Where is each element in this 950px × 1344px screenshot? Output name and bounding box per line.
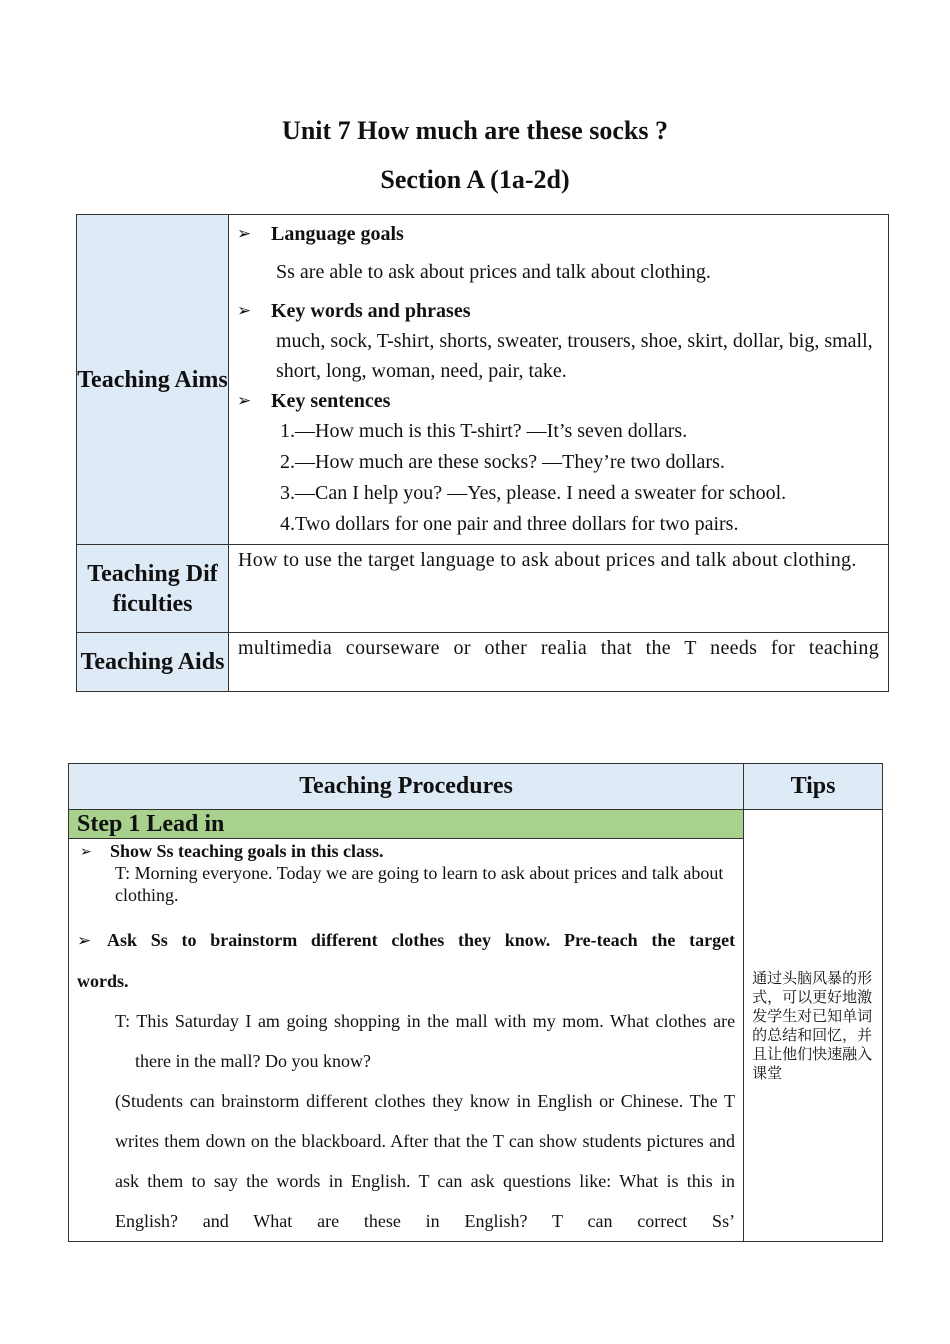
teaching-aims-content [229, 215, 889, 545]
arrow-bullet-icon: ➢ [237, 224, 252, 244]
key-sentences-heading: ➢ Key sentences [237, 389, 391, 412]
tips-header: Tips [744, 764, 883, 810]
brainstorm-bullet-end: words. [77, 971, 129, 991]
teaching-aids-label: Teaching Aids [77, 633, 229, 692]
key-words-text: much, sock, T-shirt, shorts, sweater, trousers, shoe, skirt, dollar, big, small, short, long, woman, need, pair, take. [276, 330, 873, 382]
key-words-heading: ➢ Key words and phrases [237, 299, 471, 322]
teaching-aids-text: multimedia courseware or other realia that the T needs for teaching [229, 633, 889, 692]
language-goals-heading: ➢ Language goals [237, 222, 404, 245]
brainstorm-bullet: ➢ Ask Ss to brainstorm different clothes they know. Pre-teach the target [77, 920, 735, 961]
morning-dialog: T: Morning everyone. Today we are going to learn to ask about prices and talk about clothing. [115, 863, 724, 905]
step-1-content [69, 839, 744, 1242]
teaching-difficulties-label: Teaching Difficulties [77, 545, 229, 633]
section-title: Section A (1a-2d) [380, 165, 570, 194]
arrow-bullet-icon: ➢ [237, 301, 252, 321]
key-sentence-2: 2.—How much are these socks? —They’re two dollars. [280, 451, 725, 473]
teaching-difficulties-text: How to use the target language to ask about prices and talk about clothing. [229, 545, 889, 633]
procedures-header: Teaching Procedures [69, 764, 744, 810]
tips-text: 通过头脑风暴的形式，可以更好地激发学生对已知单词的总结和回忆，并且让他们快速融入课堂 [744, 810, 883, 1242]
key-sentence-1: 1.—How much is this T-shirt? —It’s seven dollars. [280, 420, 688, 442]
arrow-bullet-icon: ➢ [77, 931, 92, 951]
teaching-aims-table [76, 214, 889, 692]
key-sentence-4: 4.Two dollars for one pair and three dollars for two pairs. [280, 513, 739, 535]
language-goals-text: Ss are able to ask about prices and talk about clothing. [276, 261, 711, 283]
brainstorm-instructions: (Students can brainstorm different clothes they know in English or Chinese. The T writes them down on the blackboard. After that the T can show students pictures and ask them to say the words in English. T can ask questions like: What is this in English? and What are these in English? T can correct Ss’ [115, 1091, 736, 1231]
shopping-dialog-line-1: T: This Saturday I am going shopping in the mall with my mom. What clothes are [115, 1011, 736, 1031]
shopping-dialog-line-2: there in the mall? Do you know? [135, 1051, 371, 1071]
teaching-aims-label: Teaching Aims [77, 215, 229, 545]
teaching-procedures-table [68, 763, 883, 1242]
show-goals-bullet: ➢ Show Ss teaching goals in this class. [80, 841, 384, 861]
key-sentence-3: 3.—Can I help you? —Yes, please. I need a sweater for school. [280, 482, 787, 504]
arrow-bullet-icon: ➢ [80, 843, 92, 860]
step-1-title: Step 1 Lead in [69, 810, 744, 839]
unit-title: Unit 7 How much are these socks ? [282, 116, 668, 145]
arrow-bullet-icon: ➢ [237, 391, 252, 411]
